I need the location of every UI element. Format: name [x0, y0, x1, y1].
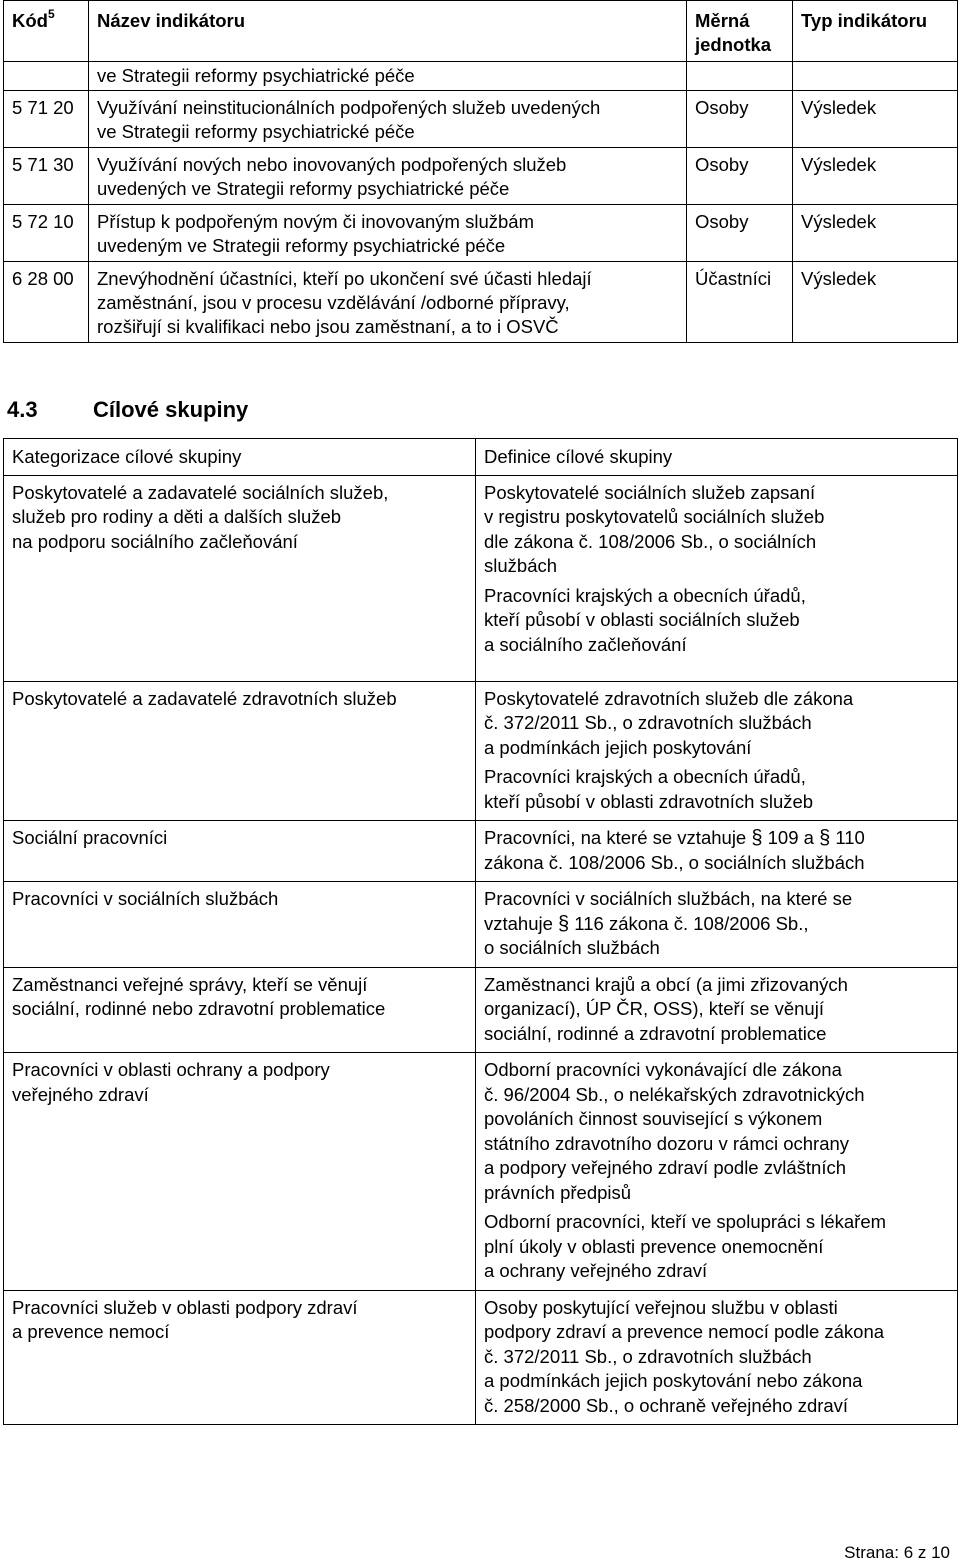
definition-text: Pracovníci, na které se vztahuje — [484, 827, 752, 848]
indicator-name-line: Přístup k podpořeným novým či inovovaným službám — [97, 211, 534, 232]
definition-cell — [476, 821, 958, 882]
definition-paragraph — [484, 1058, 949, 1205]
category-line: Pracovníci služeb v oblasti podpory zdraví — [12, 1296, 358, 1318]
definition-paragraph — [484, 1210, 949, 1284]
category-line: a prevence nemocí — [12, 1321, 170, 1342]
footnote-marker: 5 — [47, 6, 55, 21]
section-sign-icon: § — [819, 827, 831, 849]
indicator-name-line: Využívání neinstitucionálních podpořených služeb uvedených — [97, 97, 601, 118]
indicator-type: Výsledek — [793, 262, 958, 343]
header-unit-line1: Měrná — [695, 10, 750, 31]
indicator-row — [4, 205, 958, 262]
definition-cell — [476, 681, 958, 821]
category-line: sociální, rodinné nebo zdravotní problematice — [12, 998, 386, 1019]
definition-cell — [476, 1053, 958, 1291]
definition-paragraph — [484, 584, 949, 658]
indicator-unit: Účastníci — [687, 262, 793, 343]
header-code — [4, 1, 89, 62]
target-group-row — [4, 475, 958, 681]
category-line: Pracovníci v sociálních službách — [12, 888, 279, 909]
section-title: Cílové skupiny — [93, 397, 249, 422]
definition-line: Pracovníci v sociálních službách, na které se — [484, 888, 853, 909]
indicators-table — [3, 0, 958, 343]
category-line: služeb pro rodiny a děti a dalších služeb — [12, 506, 342, 527]
definition-line: č. 258/2000 Sb., o ochraně veřejného zdraví — [484, 1394, 849, 1416]
category-line: veřejného zdraví — [12, 1083, 149, 1105]
definition-line: státního zdravotního dozoru v rámci ochrany — [484, 1132, 850, 1154]
header-unit-line2: jednotka — [695, 34, 772, 55]
indicator-name-line: zaměstnání, jsou v procesu vzdělávání /odborné přípravy, — [97, 292, 570, 313]
indicator-name — [89, 262, 687, 343]
definition-line: Odborní pracovníci vykonávající dle zákona — [484, 1059, 842, 1080]
definition-line: a sociálního začleňování — [484, 633, 687, 655]
page-number: Strana: 6 z 10 — [844, 1543, 950, 1562]
section-sign-icon: § — [751, 827, 763, 849]
indicators-header-row — [4, 1, 958, 62]
section-sign-icon: § — [558, 912, 570, 935]
indicator-unit: Osoby — [687, 91, 793, 148]
category-line: Poskytovatelé a zadavatelé sociálních služeb, — [12, 481, 389, 503]
category-cell — [4, 882, 476, 968]
category-line: Pracovníci v oblasti ochrany a podpory — [12, 1059, 330, 1080]
definition-line: Odborní pracovníci, kteří ve spolupráci s lékařem — [484, 1211, 887, 1232]
target-group-row — [4, 1290, 958, 1425]
definition-line: č. 372/2011 Sb., o zdravotních službách — [484, 1345, 812, 1367]
definition-line: o sociálních službách — [484, 937, 660, 958]
indicator-type: Výsledek — [793, 205, 958, 262]
indicator-name-line: rozšiřují si kvalifikaci nebo jsou zaměstnaní, a to i OSVČ — [97, 316, 559, 337]
indicator-code: 5 71 30 — [4, 148, 89, 205]
indicator-row — [4, 148, 958, 205]
indicator-row — [4, 262, 958, 343]
header-category: Kategorizace cílové skupiny — [4, 439, 476, 476]
category-line: Poskytovatelé a zadavatelé zdravotních služeb — [12, 687, 397, 709]
definition-line — [484, 826, 949, 851]
definition-line: kteří působí v oblasti zdravotních služeb — [484, 790, 814, 812]
category-line: Zaměstnanci veřejné správy, kteří se věnují — [12, 973, 368, 995]
header-unit — [687, 1, 793, 62]
header-code-label: Kód — [12, 10, 48, 31]
continued-unit-cell — [687, 62, 793, 91]
indicator-type: Výsledek — [793, 91, 958, 148]
definition-line: v registru poskytovatelů sociálních služeb — [484, 506, 825, 527]
definition-line: Poskytovatelé zdravotních služeb dle zákona — [484, 687, 854, 709]
indicator-name-line: ve Strategii reformy psychiatrické péče — [97, 121, 415, 142]
indicator-unit: Osoby — [687, 148, 793, 205]
category-cell — [4, 821, 476, 882]
definition-line: organizací), ÚP ČR, OSS), kteří se věnují — [484, 998, 824, 1019]
indicator-name — [89, 91, 687, 148]
header-type: Typ indikátoru — [793, 1, 958, 62]
category-cell — [4, 1290, 476, 1425]
continued-row — [4, 62, 958, 91]
header-definition: Definice cílové skupiny — [476, 439, 958, 476]
indicator-code: 6 28 00 — [4, 262, 89, 343]
definition-line: Zaměstnanci krajů a obcí (a jimi zřizovaných — [484, 973, 848, 995]
definition-line: sociální, rodinné a zdravotní problematice — [484, 1022, 827, 1044]
definition-text: 110 — [830, 827, 865, 848]
definition-line: a podmínkách jejich poskytování — [484, 736, 752, 758]
target-groups-table — [3, 438, 958, 1425]
definition-paragraph — [484, 765, 949, 814]
definition-line: Pracovníci krajských a obecních úřadů, — [484, 584, 806, 606]
category-cell — [4, 967, 476, 1053]
definition-paragraph — [484, 687, 949, 761]
category-cell — [4, 475, 476, 681]
definition-line: dle zákona č. 108/2006 Sb., o sociálních — [484, 530, 817, 552]
definition-line: a podpory veřejného zdraví podle zvláštních — [484, 1157, 846, 1178]
definition-line: kteří působí v oblasti sociálních služeb — [484, 609, 800, 630]
category-cell — [4, 1053, 476, 1291]
target-group-row — [4, 1053, 958, 1291]
header-name: Název indikátoru — [89, 1, 687, 62]
indicator-name-line: uvedených ve Strategii reformy psychiatrické péče — [97, 178, 510, 199]
definition-line: podpory zdraví a prevence nemocí podle zákona — [484, 1321, 885, 1342]
continued-code-cell — [4, 62, 89, 91]
section-number: 4.3 — [7, 397, 38, 422]
definition-line: Pracovníci krajských a obecních úřadů, — [484, 766, 806, 787]
indicator-type: Výsledek — [793, 148, 958, 205]
indicator-code: 5 72 10 — [4, 205, 89, 262]
definition-line: č. 372/2011 Sb., o zdravotních službách — [484, 712, 812, 733]
definition-line: a podmínkách jejich poskytování nebo zákona — [484, 1370, 863, 1391]
definition-line: č. 96/2004 Sb., o nelékařských zdravotnických — [484, 1083, 865, 1105]
definition-cell — [476, 475, 958, 681]
definition-line: Poskytovatelé sociálních služeb zapsaní — [484, 481, 816, 503]
definition-paragraph — [484, 481, 949, 579]
target-group-row — [4, 967, 958, 1053]
section-heading — [7, 396, 248, 424]
indicator-row — [4, 91, 958, 148]
definition-line: zákona č. 108/2006 Sb., o sociálních službách — [484, 851, 865, 873]
continued-name-cell: ve Strategii reformy psychiatrické péče — [89, 62, 687, 91]
definition-line: povoláních činnost související s výkonem — [484, 1108, 823, 1129]
definition-text: 109 a — [762, 827, 820, 848]
category-line: Sociální pracovníci — [12, 827, 168, 848]
definition-line: plní úkoly v oblasti prevence onemocnění — [484, 1235, 824, 1257]
definition-line: službách — [484, 555, 558, 576]
indicator-code: 5 71 20 — [4, 91, 89, 148]
definition-line: Osoby poskytující veřejnou službu v oblasti — [484, 1296, 838, 1318]
indicator-name-line: uvedeným ve Strategii reformy psychiatrické péče — [97, 235, 506, 256]
indicator-name-line: Využívání nových nebo inovovaných podpořených služeb — [97, 154, 567, 175]
definition-cell — [476, 967, 958, 1053]
indicator-unit: Osoby — [687, 205, 793, 262]
target-group-row — [4, 882, 958, 968]
indicator-name — [89, 148, 687, 205]
definition-cell — [476, 1290, 958, 1425]
definition-line: a ochrany veřejného zdraví — [484, 1260, 708, 1281]
target-groups-header-row — [4, 439, 958, 476]
continued-type-cell — [793, 62, 958, 91]
definition-text: vztahuje — [484, 912, 559, 934]
definition-text: 116 zákona č. 108/2006 Sb., — [569, 912, 809, 934]
category-cell — [4, 681, 476, 821]
target-group-row — [4, 681, 958, 821]
definition-line — [484, 912, 949, 937]
definition-cell — [476, 882, 958, 968]
target-group-row — [4, 821, 958, 882]
definition-line: právních předpisů — [484, 1181, 632, 1203]
indicator-name-line: Znevýhodnění účastníci, kteří po ukončení své účasti hledají — [97, 268, 592, 289]
category-line: na podporu sociálního začleňování — [12, 530, 298, 552]
indicator-name — [89, 205, 687, 262]
